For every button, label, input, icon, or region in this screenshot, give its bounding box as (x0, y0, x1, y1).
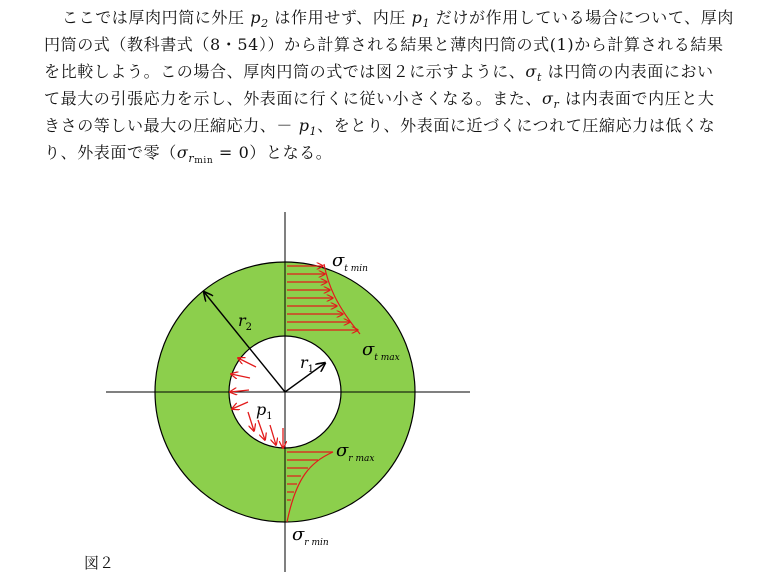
symbol-subscript: 1 (309, 125, 318, 138)
label-sigma-r-min: $\sigma_{r min}$ (292, 524, 329, 548)
symbol-subscript: 1 (422, 17, 431, 30)
symbol-p2: p (250, 8, 262, 27)
text-run: 円筒の式（教科書式（8・54））から計算される結果と薄肉円筒の式(1)から計算される結果 (44, 35, 724, 54)
figure-caption: 図２ (84, 554, 115, 572)
symbol-subscript-min: min (194, 156, 214, 166)
text-run: は円筒の内表面におい (541, 62, 714, 81)
text-run: は内表面で内圧と大 (559, 89, 715, 108)
label-sigma-t-min: $\sigma_{t min}$ (332, 250, 368, 274)
text-run: り、外表面で零（ (44, 143, 177, 162)
text-run: は作用せず、内圧 (268, 8, 412, 27)
label-p1: $p_1$ (256, 400, 273, 422)
label-r1: $r_1$ (300, 353, 315, 375)
text-run: て最大の引張応力を示し、外表面に行くに従い小さくなる。また、 (44, 89, 543, 108)
symbol-subscript: t (536, 71, 542, 84)
text-run: 、をとり、外表面に近づくにつれて圧縮応力は低くな (317, 116, 716, 135)
symbol-sigma-t: σ (525, 62, 537, 81)
label-r2: $r_2$ (238, 311, 253, 333)
label-sigma-t-max: $\sigma_{t max}$ (362, 339, 400, 363)
symbol-sigma-r-min: σ (176, 143, 189, 162)
text-run: を比較しよう。この場合、厚肉円筒の式では図２に示すように、 (44, 62, 526, 81)
symbol-p1: p (411, 8, 423, 27)
label-sigma-r-max: $\sigma_{r max}$ (336, 440, 375, 464)
text-run: きさの等しい最大の圧縮応力、－ (44, 116, 299, 135)
text-run: だけが作用している場合について、厚肉 (430, 8, 734, 27)
symbol-subscript: 2 (261, 17, 269, 30)
text-run: = 0）となる。 (213, 143, 333, 162)
symbol-sigma-r: σ (542, 89, 554, 108)
symbol-subscript: r (553, 98, 560, 111)
symbol-subscript: r (188, 152, 195, 165)
text-run: ここでは厚肉円筒に外圧 (62, 8, 251, 27)
symbol-p1: p (298, 116, 310, 135)
